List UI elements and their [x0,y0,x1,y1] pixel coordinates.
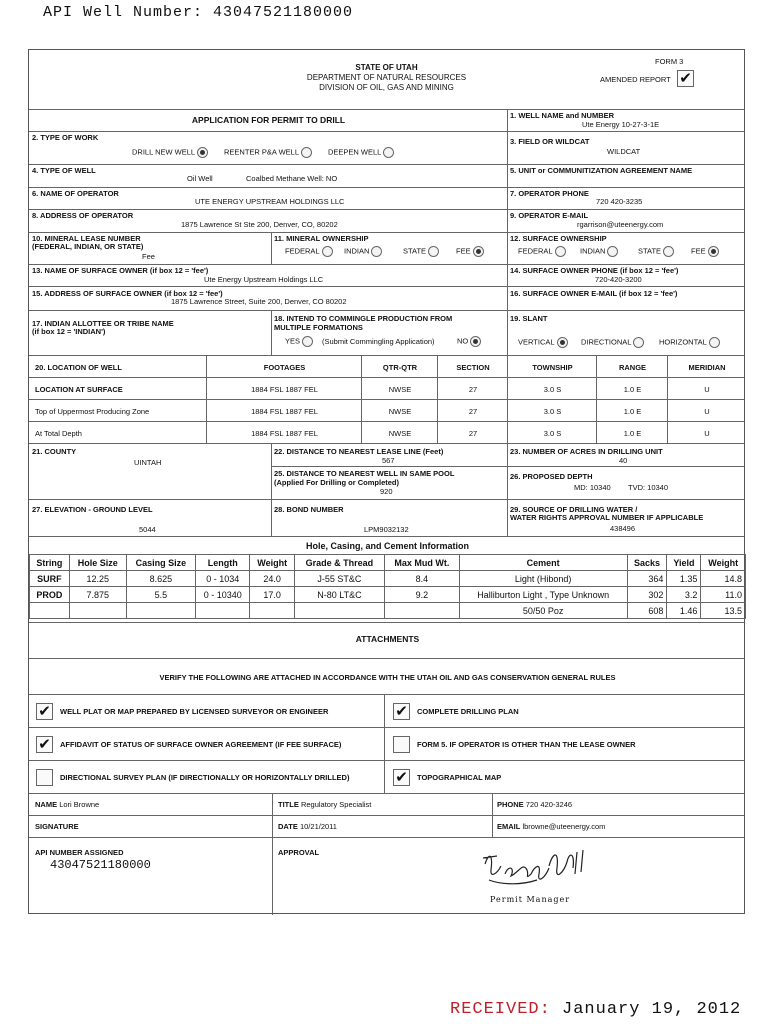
amended-report-label: AMENDED REPORT [600,75,671,84]
coalbed-methane-value: Coalbed Methane Well: NO [246,174,338,183]
division-title: DIVISION OF OIL, GAS AND MINING [319,83,454,92]
mineral-fee-option[interactable]: FEE [456,246,484,257]
directional-survey-checkbox[interactable] [36,769,53,786]
mineral-federal-radio[interactable] [322,246,333,257]
reenter-well-option[interactable]: REENTER P&A WELL [224,147,312,158]
operator-phone-value: 720 420-3235 [596,197,643,206]
mineral-indian-option[interactable]: INDIAN [344,246,382,257]
casing-header-row: String Hole Size Casing Size Length Weight Grade & Thread Max Mud Wt. Cement Sacks Yield Weight [30,555,746,571]
attachment-row: ✔ WELL PLAT OR MAP PREPARED BY LICENSED SURVEYOR OR ENGINEER ✔ COMPLETE DRILLING PLAN [29,695,744,728]
deepen-well-option[interactable]: DEEPEN WELL [328,147,394,158]
casing-table [29,554,746,619]
applicant-phone: 720 420-3246 [525,800,573,809]
surface-fee-option[interactable]: FEE [691,246,719,257]
api-well-number-header: API Well Number: 43047521180000 [43,4,354,21]
mineral-lease-value: Fee [142,252,155,261]
amended-report-checkbox[interactable]: ✔ [677,70,694,87]
drill-new-well-radio[interactable] [197,147,208,158]
proposed-tvd-value: TVD: 10340 [628,483,669,492]
form-title: APPLICATION FOR PERMIT TO DRILL [191,115,346,125]
well-name-value: Ute Energy 10-27-3-1E [582,120,660,129]
casing-row: PROD 7.875 5.5 0 - 10340 17.0 N-80 LT&C 9.2 Halliburton Light , Type Unknown 302 3.2 11.0 [30,587,746,603]
attachments-title: ATTACHMENTS [355,634,420,644]
commingling-note: (Submit Commingling Application) [322,337,435,346]
drilling-plan-checkbox[interactable]: ✔ [393,703,410,720]
operator-name-value: UTE ENERGY UPSTREAM HOLDINGS LLC [195,197,345,206]
surface-owner-address-row: 15. ADDRESS OF SURFACE OWNER (if box 12 = 'fee') 1875 Lawrence Street, Suite 200, Denver, CO 80202 16. SURFACE OWNER E-MAIL (if box 12 = 'fee') [29,287,744,311]
slant-vertical-radio[interactable] [557,337,568,348]
well-type-value: Oil Well [187,174,213,183]
casing-title: Hole, Casing, and Cement Information [305,541,469,551]
surface-state-option[interactable]: STATE [638,246,674,257]
applicant-title: Regulatory Specialist [300,800,372,809]
water-rights-value: 438496 [610,524,636,533]
application-form [28,49,745,914]
commingle-yes-option[interactable]: YES [285,336,313,347]
verify-row [29,659,744,695]
applicant-email: lbrowne@uteenergy.com [522,822,606,831]
form-title-row [29,110,744,132]
slant-directional-option[interactable]: DIRECTIONAL [581,337,644,348]
bond-number-value: LPM9032132 [364,525,409,534]
elevation-value: 5044 [139,525,156,534]
surface-owner-name-value: Ute Energy Upstream Holdings LLC [204,275,324,284]
approver-signature [479,844,599,888]
elevation-row: 27. ELEVATION - GROUND LEVEL 5044 28. BOND NUMBER LPM9032132 29. SOURCE OF DRILLING WATER / WATER RIGHTS APPROVAL NUMBER IF APPLICABLE 438496 [29,500,744,537]
approver-title: Permit Manager [490,895,571,904]
operator-row: 6. NAME OF OPERATOR UTE ENERGY UPSTREAM HOLDINGS LLC 7. OPERATOR PHONE 720 420-3235 [29,188,744,210]
type-of-work-row: 2. TYPE OF WORK DRILL NEW WELL REENTER P&A WELL DEEPEN WELL 3. FIELD OR WILDCAT WILDCAT [29,132,744,165]
surface-fee-radio[interactable] [708,246,719,257]
surface-owner-phone-value: 720-420-3200 [595,275,642,284]
location-row: LOCATION AT SURFACE 1884 FSL 1887 FEL NWSE 27 3.0 S 1.0 E U [29,378,744,400]
form-5-checkbox[interactable] [393,736,410,753]
nearest-well-distance-value: 920 [380,487,393,496]
slant-directional-radio[interactable] [633,337,644,348]
slant-vertical-option[interactable]: VERTICAL [518,337,568,348]
commingle-no-option[interactable]: NO [457,336,481,347]
slant-horizontal-option[interactable]: HORIZONTAL [659,337,720,348]
location-header-row: 20. LOCATION OF WELL FOOTAGES QTR-QTR SECTION TOWNSHIP RANGE MERIDIAN [29,356,744,378]
attachments-title-row [29,623,744,659]
acres-value: 40 [619,456,628,465]
attachment-row: DIRECTIONAL SURVEY PLAN (IF DIRECTIONALLY OR HORIZONTALLY DRILLED) ✔ TOPOGRAPHICAL MAP [29,761,744,794]
casing-section [29,537,744,623]
operator-address-value: 1875 Lawrence St Ste 200, Denver, CO, 80202 [181,220,338,229]
form-header [29,50,744,110]
county-value: UINTAH [134,458,162,467]
api-number-assigned: 43047521180000 [50,858,151,872]
surface-state-radio[interactable] [663,246,674,257]
applicant-name: Lori Browne [59,800,100,809]
name-row: NAME Lori Browne TITLE Regulatory Specialist PHONE 720 420-3246 [29,794,744,816]
commingle-yes-radio[interactable] [302,336,313,347]
lease-line-distance-value: 567 [382,456,395,465]
attachment-row: ✔ AFFIDAVIT OF STATUS OF SURFACE OWNER AGREEMENT (IF FEE SURFACE) FORM 5. IF OPERATOR IS OTHER THAN THE LEASE OWNER [29,728,744,761]
surface-federal-radio[interactable] [555,246,566,257]
operator-address-row: 8. ADDRESS OF OPERATOR 1875 Lawrence St Ste 200, Denver, CO, 80202 9. OPERATOR E-MAIL rgarrison@uteenergy.com [29,210,744,233]
form-number: FORM 3 [655,57,684,66]
ownership-row: 10. MINERAL LEASE NUMBER (FEDERAL, INDIAN, OR STATE) Fee 11. MINERAL OWNERSHIP FEDERAL INDIAN STATE FEE 12. SURFACE OWNERSHIP FEDERAL INDIAN STATE FEE [29,233,744,265]
department-title: DEPARTMENT OF NATURAL RESOURCES [306,73,467,82]
affidavit-checkbox[interactable]: ✔ [36,736,53,753]
verify-text: VERIFY THE FOLLOWING ARE ATTACHED IN ACCORDANCE WITH THE UTAH OIL AND GAS CONSERVATION GENERAL RULES [159,673,616,682]
slant-horizontal-radio[interactable] [709,337,720,348]
surface-owner-row: 13. NAME OF SURFACE OWNER (if box 12 = 'fee') Ute Energy Upstream Holdings LLC 14. SURFACE OWNER PHONE (if box 12 = 'fee') 720-420-3200 [29,265,744,287]
reenter-well-radio[interactable] [301,147,312,158]
well-name-label: 1. WELL NAME and NUMBER [510,111,615,120]
state-title: STATE OF UTAH [355,63,418,72]
mineral-indian-radio[interactable] [371,246,382,257]
mineral-fee-radio[interactable] [473,246,484,257]
county-row: 21. COUNTY UINTAH 22. DISTANCE TO NEAREST LEASE LINE (Feet) 567 25. DISTANCE TO NEAREST WELL IN SAME POOL (Applied For Drilling or Completed) 920 23. NUMBER OF ACRES IN DRILLING UNIT 40 26. PROPOSED DEPTH MD: 10340 TVD: 10340 [29,444,744,500]
commingle-no-radio[interactable] [470,336,481,347]
commingle-row: 17. INDIAN ALLOTTEE OR TRIBE NAME (if box 12 = 'INDIAN') 18. INTEND TO COMMINGLE PRODUCTION FROM MULTIPLE FORMATIONS YES (Submit Commingling Application) NO 19. SLANT VERTICAL DIRECTIONAL HORIZONTAL [29,311,744,356]
well-plat-checkbox[interactable]: ✔ [36,703,53,720]
topographical-map-checkbox[interactable]: ✔ [393,769,410,786]
signature-row: SIGNATURE DATE 10/21/2011 EMAIL lbrowne@uteenergy.com [29,816,744,838]
operator-email-value: rgarrison@uteenergy.com [577,220,664,229]
received-date: January 19, 2012 [562,1000,742,1019]
approval-row: API NUMBER ASSIGNED 43047521180000 APPROVAL Permit Manager [29,838,744,915]
location-row: Top of Uppermost Producing Zone 1884 FSL 1887 FEL NWSE 27 3.0 S 1.0 E U [29,400,744,422]
received-stamp [450,1000,741,1019]
signature-date: 10/21/2011 [299,822,337,831]
field-value: WILDCAT [607,147,641,156]
location-row: At Total Depth 1884 FSL 1887 FEL NWSE 27 3.0 S 1.0 E U [29,422,744,444]
received-label: RECEIVED: [450,1000,551,1019]
deepen-well-radio[interactable] [383,147,394,158]
mineral-state-radio[interactable] [428,246,439,257]
surface-federal-option[interactable]: FEDERAL [518,246,566,257]
surface-owner-address-value: 1875 Lawrence Street, Suite 200, Denver, CO 80202 [171,297,347,306]
proposed-md-value: MD: 10340 [574,483,611,492]
casing-row: 50/50 Poz 608 1.46 13.5 [30,603,746,619]
surface-indian-radio[interactable] [607,246,618,257]
surface-indian-option[interactable]: INDIAN [580,246,618,257]
casing-row: SURF 12.25 8.625 0 - 1034 24.0 J-55 ST&C 8.4 Light (Hibond) 364 1.35 14.8 [30,571,746,587]
mineral-federal-option[interactable]: FEDERAL [285,246,333,257]
mineral-state-option[interactable]: STATE [403,246,439,257]
type-of-well-row: 4. TYPE OF WELL Oil Well Coalbed Methane Well: NO 5. UNIT or COMMUNITIZATION AGREEMENT NAME [29,165,744,188]
drill-new-well-option[interactable]: DRILL NEW WELL [132,147,208,158]
